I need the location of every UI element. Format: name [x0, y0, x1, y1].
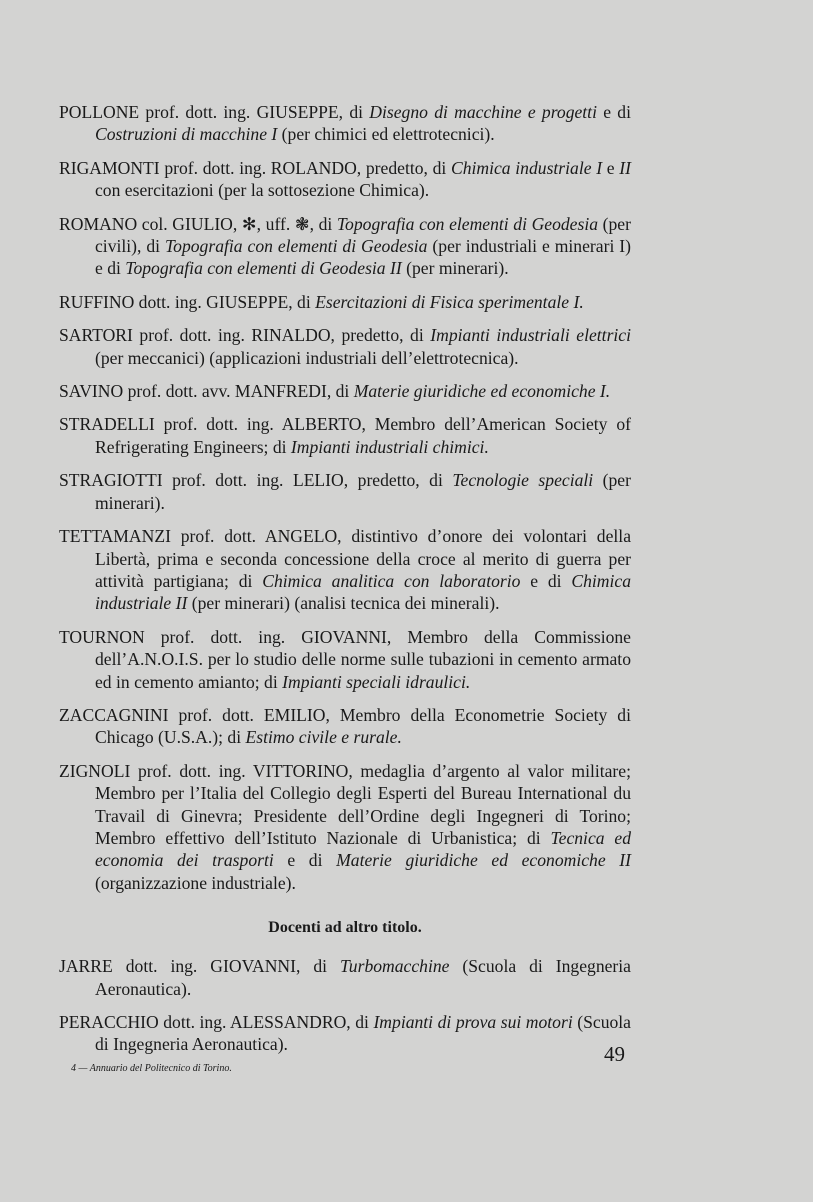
faculty-entry — [59, 324, 631, 369]
course-title: Estimo civile e rurale. — [245, 727, 402, 748]
entry-text: TOURNON prof. dott. ing. GIOVANNI, Membro della Commissione dell’A.N.O.I.S. per lo studio delle norme sulle tubazioni in cemento armato ed in cemento amianto; di — [59, 626, 631, 692]
entry-text: ZIGNOLI prof. dott. ing. VITTORINO, medaglia d’argento al valor militare; Membro per l’Italia del Collegio degli Esperti del Bureau International du Travail di Ginevra; Presidente dell’Ordine degli Ingegneri di Torino; Membro effettivo dell’Istituto Nazionale di Urbanistica; di — [59, 760, 631, 848]
entry-text: (per minerari). — [95, 470, 631, 513]
entry-text: e di — [596, 102, 631, 122]
course-title: Chimica industriale II — [95, 570, 631, 614]
entry-text: con esercitazioni (per la sottosezione Chimica). — [95, 180, 430, 201]
entry-text: (per industriali e minerari I) e di — [95, 236, 631, 279]
entry-text: e di — [273, 850, 337, 871]
section-title: Docenti ad altro titolo. — [268, 919, 422, 937]
course-title: Topografia con elementi di Geodesia II — [125, 258, 402, 279]
faculty-entry — [59, 760, 631, 894]
course-title: Tecnica ed economia dei trasporti — [95, 827, 631, 871]
course-title: Topografia con elementi di Geodesia — [165, 236, 428, 257]
entry-text: (Scuola di Ingegneria Aeronautica). — [95, 1012, 631, 1055]
course-title: II — [619, 157, 631, 178]
faculty-entry — [59, 1011, 631, 1056]
entry-text: ROMANO col. GIULIO, ✻, uff. ❃, di — [59, 213, 337, 234]
course-title: Impianti speciali idraulici. — [282, 671, 471, 692]
course-title: Topografia con elementi di Geodesia — [336, 213, 599, 234]
entry-text: (per chimici ed elettrotecnici). — [277, 124, 495, 145]
faculty-list — [59, 101, 631, 894]
entry-text: RIGAMONTI prof. dott. ing. ROLANDO, predetto, di — [59, 157, 451, 178]
entry-text: (per minerari). — [401, 258, 509, 279]
course-title: Impianti di prova sui motori — [373, 1012, 573, 1032]
entry-text: ZACCAGNINI prof. dott. EMILIO, Membro della Econometrie Society di Chicago (U.S.A.); di — [59, 704, 631, 748]
entry-text: (organizzazione industriale). — [95, 872, 296, 893]
course-title: Tecnologie speciali — [452, 470, 594, 491]
faculty-entry — [59, 525, 631, 615]
course-title: Esercitazioni di Fisica sperimentale I. — [315, 291, 584, 312]
faculty-entry — [59, 101, 631, 146]
faculty-entry — [59, 380, 631, 402]
faculty-entry — [59, 704, 631, 749]
course-title: Impianti industriali elettrici — [430, 325, 632, 346]
faculty-entry — [59, 157, 631, 202]
page-number: 49 — [604, 1042, 625, 1066]
footnote: 4 — Annuario del Politecnico di Torino. — [71, 1063, 232, 1074]
faculty-entry — [59, 413, 631, 458]
entry-text: STRADELLI prof. dott. ing. ALBERTO, Membro dell’American Society of Refrigerating Engineers; di — [59, 414, 631, 457]
entry-text: TETTAMANZI prof. dott. ANGELO, distintivo d’onore dei volontari della Libertà, prima e seconda concessione della croce al merito di guerra per attività partigiana; di — [59, 526, 631, 591]
course-title: Materie giuridiche ed economiche II — [336, 850, 631, 871]
faculty-entry — [59, 291, 631, 313]
entry-text: (per civili), di — [95, 213, 631, 257]
page-content — [59, 101, 631, 1067]
entry-text: STRAGIOTTI prof. dott. ing. LELIO, predetto, di — [59, 470, 453, 491]
course-title: Turbomacchine — [339, 956, 450, 977]
entry-text: PERACCHIO dott. ing. ALESSANDRO, di — [59, 1012, 374, 1032]
faculty-entry — [59, 955, 631, 1000]
entry-text: JARRE dott. ing. GIOVANNI, di — [59, 956, 340, 977]
entry-text: e — [602, 157, 620, 178]
course-title: Impianti industriali chimici. — [290, 436, 489, 457]
course-title: Disegno di macchine e progetti — [369, 102, 597, 122]
entry-text: SAVINO prof. dott. avv. MANFREDI, di — [59, 381, 354, 402]
entry-text: (per minerari) (analisi tecnica dei minerali). — [187, 593, 500, 614]
faculty-entry — [59, 213, 631, 280]
entry-text: (per meccanici) (applicazioni industriali dell’elettrotecnica). — [95, 347, 519, 368]
faculty-entry — [59, 469, 631, 514]
course-title: Costruzioni di macchine I — [95, 124, 278, 145]
course-title: Materie giuridiche ed economiche I. — [353, 381, 611, 402]
course-title: Chimica analitica con laboratorio — [262, 570, 521, 591]
entry-text: POLLONE prof. dott. ing. GIUSEPPE, di — [59, 102, 370, 122]
entry-text: RUFFINO dott. ing. GIUSEPPE, di — [59, 291, 316, 312]
entry-text: (Scuola di Ingegneria Aeronautica). — [95, 956, 631, 999]
other-faculty-list — [59, 955, 631, 1056]
entry-text: SARTORI prof. dott. ing. RINALDO, predetto, di — [59, 325, 431, 346]
faculty-entry — [59, 626, 631, 693]
entry-text: e di — [520, 570, 572, 591]
course-title: Chimica industriale I — [450, 157, 603, 178]
